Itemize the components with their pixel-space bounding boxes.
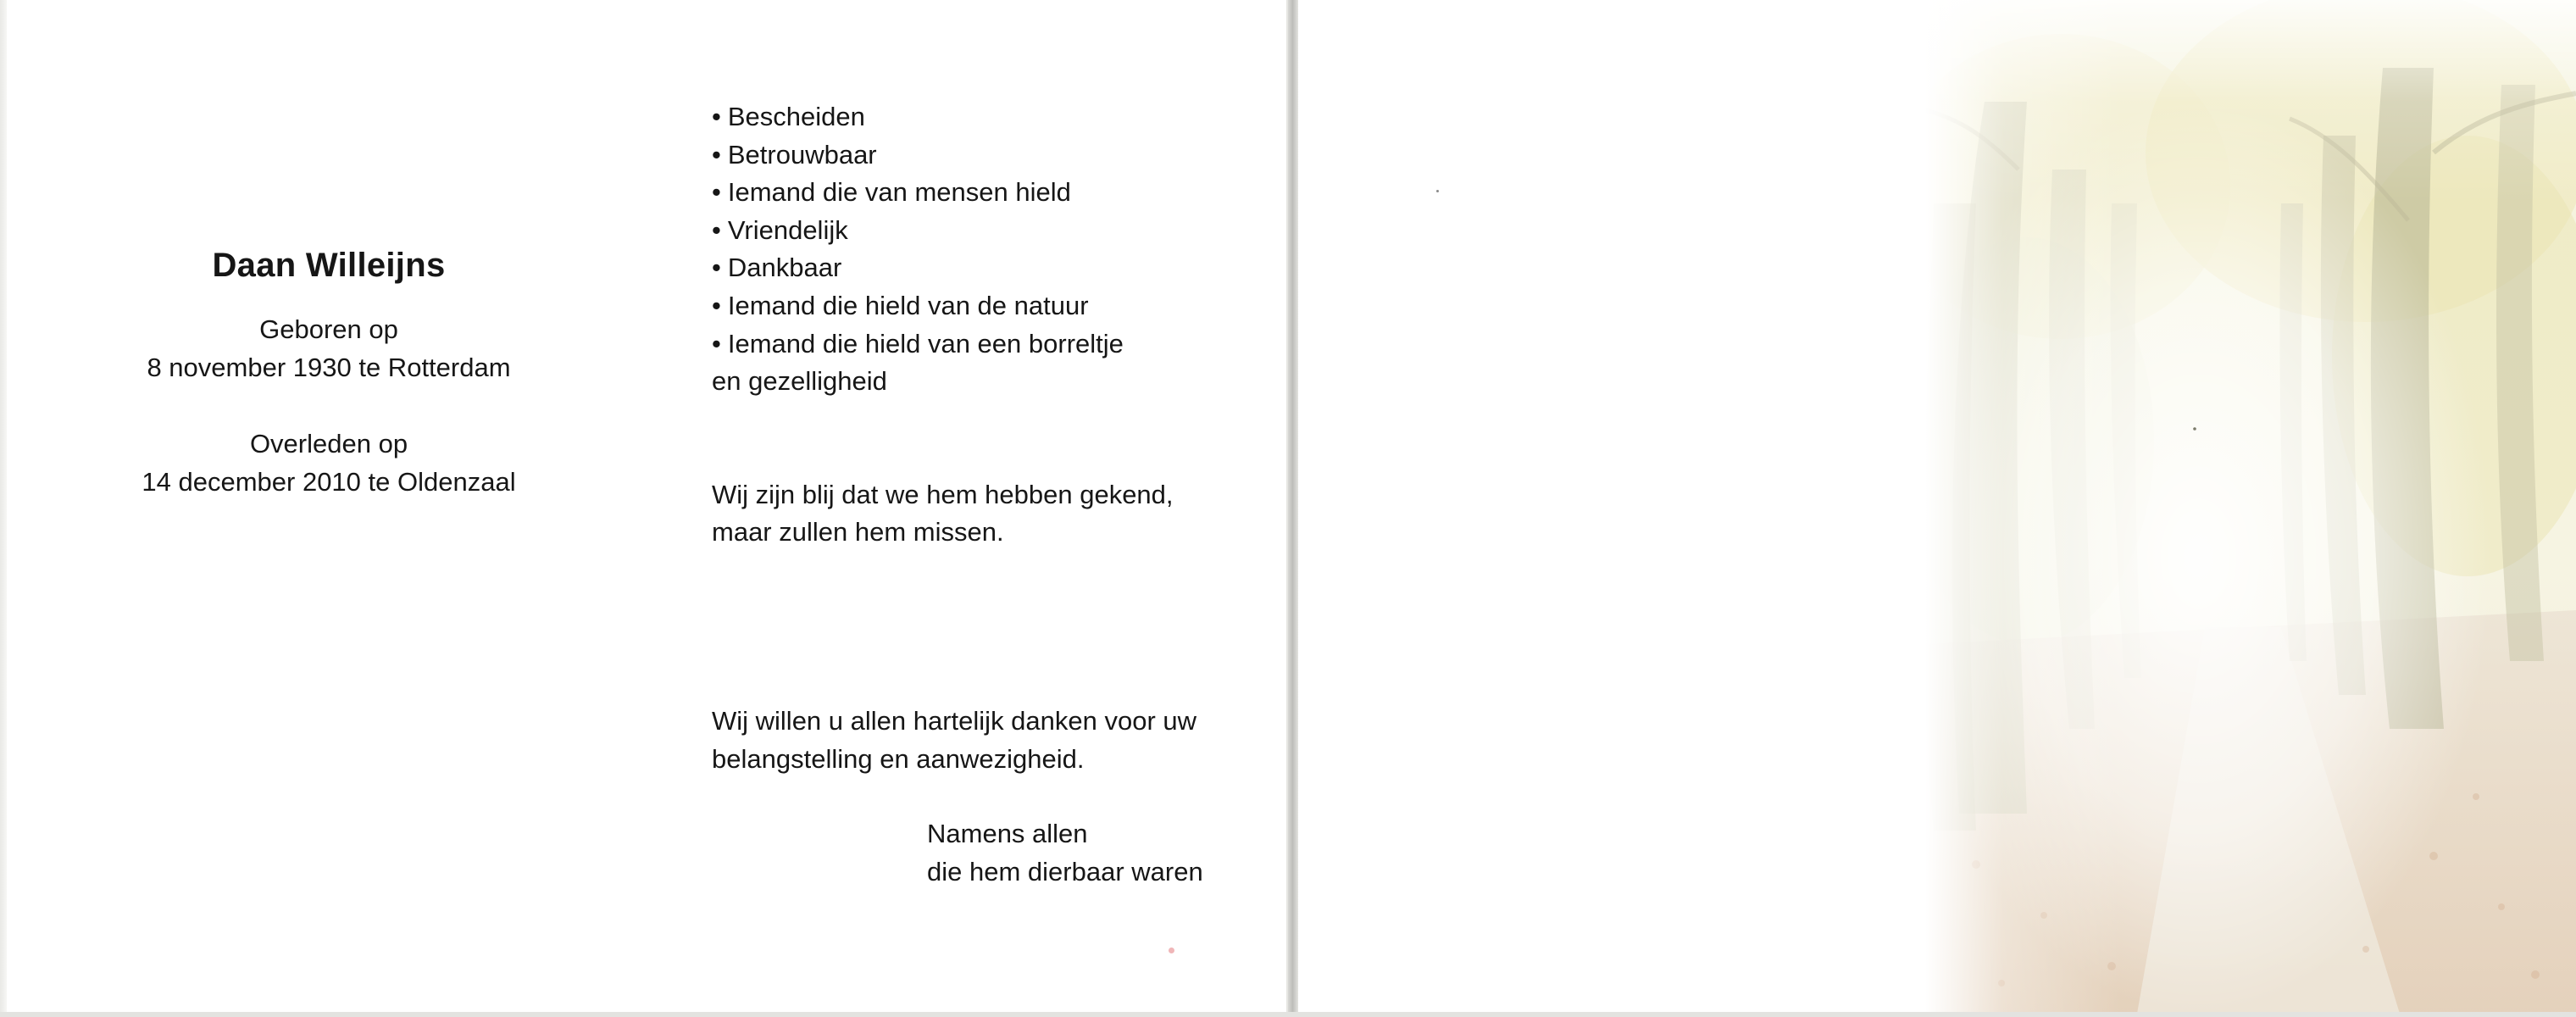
died-detail: 14 december 2010 te Oldenzaal xyxy=(142,467,516,497)
trait-item xyxy=(712,136,1232,175)
born-detail: 8 november 1930 te Rotterdam xyxy=(147,353,511,382)
signature-block xyxy=(927,815,1232,891)
trait-item xyxy=(712,325,1232,364)
memorial-text xyxy=(712,98,1232,891)
autumn-avenue-image xyxy=(1925,0,2576,1014)
message-line-2: maar zullen hem missen. xyxy=(712,517,1004,547)
trait-text: Iemand die van mensen hield xyxy=(727,177,1071,208)
scan-left-edge xyxy=(0,0,7,1017)
bullet-icon: • xyxy=(712,102,721,131)
trait-item xyxy=(712,287,1232,325)
signature-line-1: Namens allen xyxy=(927,819,1088,849)
card-fold xyxy=(1288,0,1298,1017)
bullet-icon: • xyxy=(712,214,721,245)
trait-text: Iemand die hield van de natuur xyxy=(727,290,1089,320)
bullet-icon: • xyxy=(712,177,721,208)
trait-item xyxy=(712,249,1232,287)
scan-bottom-edge xyxy=(0,1012,2576,1017)
print-mark xyxy=(1169,948,1174,953)
traits-continuation: en gezelligheid xyxy=(712,366,887,397)
trait-text: Betrouwbaar xyxy=(727,139,877,170)
deceased-info xyxy=(108,244,549,501)
born-label: Geboren op xyxy=(259,314,398,344)
tree-avenue-illustration xyxy=(1925,0,2576,1014)
bullet-icon: • xyxy=(712,290,721,320)
thanks-line-1: Wij willen u allen hartelijk danken voor uw xyxy=(712,705,1197,736)
signature-line-2: die hem dierbaar waren xyxy=(927,856,1203,886)
trait-text: Iemand die hield van een borreltje xyxy=(727,328,1124,358)
message-line-1: Wij zijn blij dat we hem hebben gekend, xyxy=(712,479,1174,509)
card-left-page xyxy=(7,0,1288,1012)
traits-list xyxy=(712,98,1232,363)
died-label: Overleden op xyxy=(249,429,408,458)
bullet-icon: • xyxy=(712,328,721,358)
bullet-icon: • xyxy=(712,139,721,170)
trait-text: Vriendelijk xyxy=(727,214,848,245)
trait-text: Dankbaar xyxy=(727,253,842,283)
trait-item xyxy=(712,212,1232,250)
trait-text: Bescheiden xyxy=(727,102,865,131)
trait-item xyxy=(712,98,1232,136)
deceased-name: Daan Willeijns xyxy=(212,247,446,284)
thanks-line-2: belangstelling en aanwezigheid. xyxy=(712,743,1085,774)
card-right-page xyxy=(1298,0,2576,1014)
trait-item xyxy=(712,174,1232,212)
dust-speck xyxy=(1436,190,1439,192)
bullet-icon: • xyxy=(712,253,721,283)
